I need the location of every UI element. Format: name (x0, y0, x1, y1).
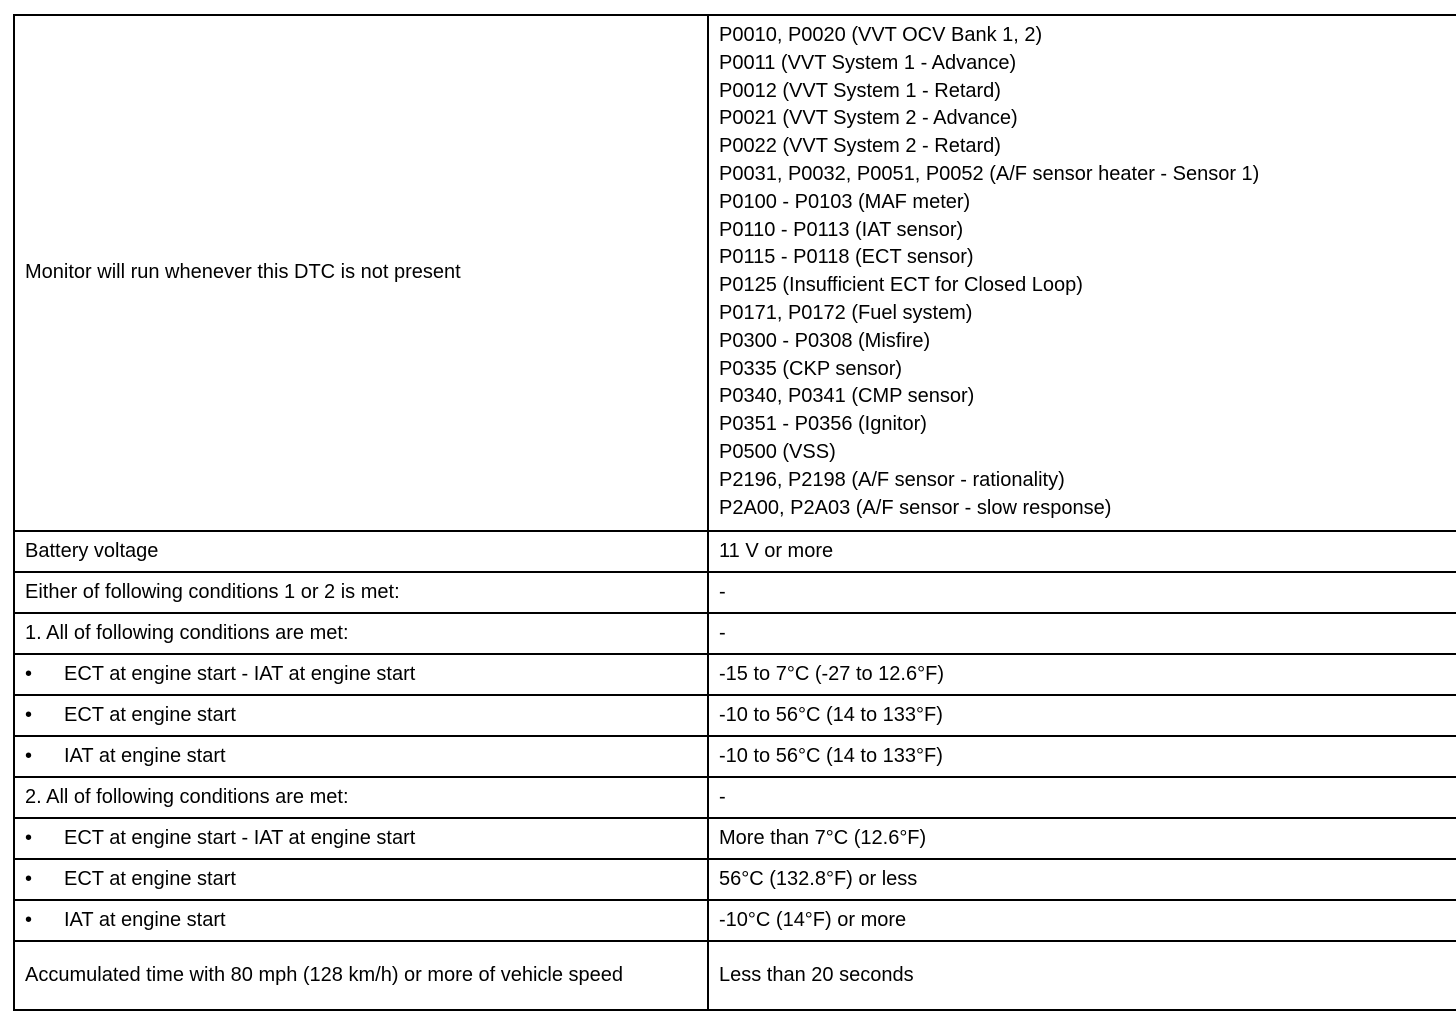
table-row (14, 695, 1456, 736)
row-label: Either of following conditions 1 or 2 is met: (14, 572, 708, 613)
bullet-icon: • (25, 826, 33, 849)
dtc-code: P0351 - P0356 (Ignitor) (719, 413, 927, 436)
row-label: • ECT at engine start - IAT at engine start (14, 654, 708, 695)
row-label: • IAT at engine start (14, 900, 708, 941)
dtc-code: P0110 - P0113 (IAT sensor) (719, 218, 964, 241)
row-label: • ECT at engine start - IAT at engine start (14, 818, 708, 859)
row-value: - (708, 613, 1456, 654)
table-row (14, 531, 1456, 572)
table-row (14, 777, 1456, 818)
row-label: • IAT at engine start (14, 736, 708, 777)
dtc-code: P0022 (VVT System 2 - Retard) (719, 135, 1001, 158)
row-label: Battery voltage (14, 531, 708, 572)
dtc-code: P0012 (VVT System 1 - Retard) (719, 79, 1001, 102)
dtc-code: P0100 - P0103 (MAF meter) (719, 190, 971, 213)
dtc-row-label: Monitor will run whenever this DTC is not present (14, 15, 708, 531)
dtc-code: P0500 (VSS) (719, 440, 836, 463)
table-row (14, 654, 1456, 695)
dtc-code: P2A00, P2A03 (A/F sensor - slow response) (719, 496, 1112, 519)
dtc-code: P0300 - P0308 (Misfire) (719, 329, 931, 352)
dtc-code: P0031, P0032, P0051, P0052 (A/F sensor heater - Sensor 1) (719, 162, 1260, 185)
row-value: -10 to 56°C (14 to 133°F) (708, 736, 1456, 777)
bullet-icon: • (25, 662, 33, 685)
table-row (14, 818, 1456, 859)
dtc-row-codes (708, 15, 1456, 531)
dtc-code: P0021 (VVT System 2 - Advance) (719, 107, 1018, 130)
dtc-code: P0171, P0172 (Fuel system) (719, 301, 973, 324)
row-value: -10 to 56°C (14 to 133°F) (708, 695, 1456, 736)
dtc-code: P2196, P2198 (A/F sensor - rationality) (719, 468, 1065, 491)
table-row (14, 572, 1456, 613)
bullet-icon: • (25, 867, 33, 890)
row-value: -15 to 7°C (-27 to 12.6°F) (708, 654, 1456, 695)
table-row (14, 859, 1456, 900)
bullet-icon: • (25, 744, 33, 767)
dtc-code: P0115 - P0118 (ECT sensor) (719, 246, 974, 269)
dtc-code: P0011 (VVT System 1 - Advance) (719, 51, 1017, 74)
dtc-row (14, 15, 1456, 531)
dtc-code: P0010, P0020 (VVT OCV Bank 1, 2) (719, 24, 1043, 46)
row-value: 11 V or more (708, 531, 1456, 572)
row-value: Less than 20 seconds (708, 941, 1456, 1010)
row-value: -10°C (14°F) or more (708, 900, 1456, 941)
row-label: 1. All of following conditions are met: (14, 613, 708, 654)
row-label: • ECT at engine start (14, 695, 708, 736)
row-label: 2. All of following conditions are met: (14, 777, 708, 818)
dtc-code: P0340, P0341 (CMP sensor) (719, 385, 975, 408)
row-value: - (708, 572, 1456, 613)
table-row (14, 900, 1456, 941)
bullet-icon: • (25, 703, 33, 726)
dtc-code: P0125 (Insufficient ECT for Closed Loop) (719, 274, 1083, 297)
row-value: - (708, 777, 1456, 818)
row-label: Accumulated time with 80 mph (128 km/h) or more of vehicle speed (14, 941, 708, 1010)
bullet-icon: • (25, 908, 33, 931)
table-row (14, 736, 1456, 777)
table-row (14, 613, 1456, 654)
conditions-table (13, 14, 1456, 1011)
row-value: 56°C (132.8°F) or less (708, 859, 1456, 900)
row-value: More than 7°C (12.6°F) (708, 818, 1456, 859)
dtc-code: P0335 (CKP sensor) (719, 357, 903, 380)
row-label: • ECT at engine start (14, 859, 708, 900)
